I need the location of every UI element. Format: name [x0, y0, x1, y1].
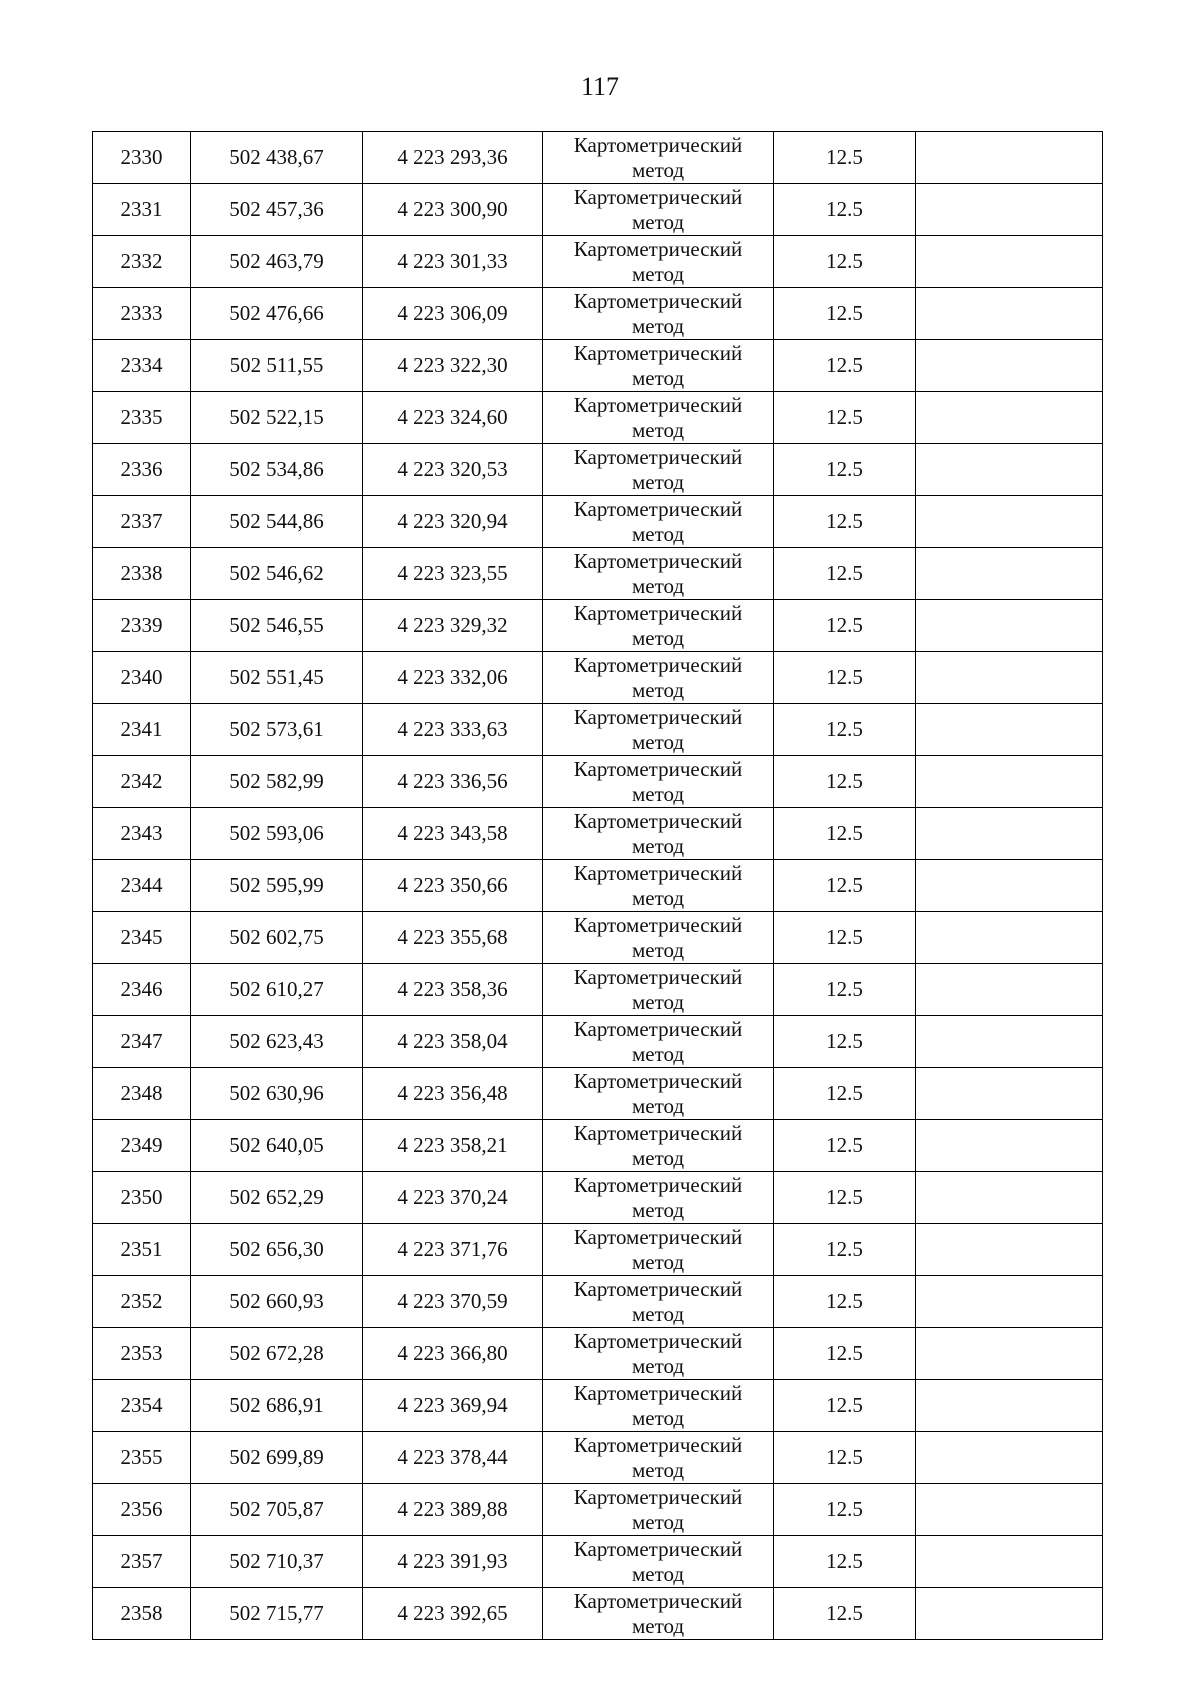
- x-coordinate-cell: 502 522,15: [191, 392, 363, 444]
- table-row: [93, 392, 1103, 444]
- method-cell: [543, 1016, 774, 1068]
- accuracy-cell: 12.5: [774, 392, 916, 444]
- accuracy-cell: 12.5: [774, 1172, 916, 1224]
- method-label-continued: метод: [631, 1041, 685, 1066]
- method-label: Картометрический: [573, 1172, 743, 1197]
- method-cell: [543, 652, 774, 704]
- method-label-continued: метод: [631, 573, 685, 598]
- x-coordinate-cell: 502 699,89: [191, 1432, 363, 1484]
- empty-cell: [916, 1484, 1103, 1536]
- method-cell: [543, 548, 774, 600]
- y-coordinate-cell: 4 223 378,44: [363, 1432, 543, 1484]
- point-number-cell: 2349: [93, 1120, 191, 1172]
- empty-cell: [916, 912, 1103, 964]
- method-cell: [543, 964, 774, 1016]
- method-label: Картометрический: [573, 1224, 743, 1249]
- method-label: Картометрический: [573, 1328, 743, 1353]
- method-cell: [543, 184, 774, 236]
- method-cell: [543, 860, 774, 912]
- x-coordinate-cell: 502 534,86: [191, 444, 363, 496]
- point-number-cell: 2337: [93, 496, 191, 548]
- x-coordinate-cell: 502 656,30: [191, 1224, 363, 1276]
- y-coordinate-cell: 4 223 355,68: [363, 912, 543, 964]
- method-label: Картометрический: [573, 600, 743, 625]
- point-number-cell: 2351: [93, 1224, 191, 1276]
- method-cell: [543, 1224, 774, 1276]
- table-row: [93, 1172, 1103, 1224]
- method-cell: [543, 1484, 774, 1536]
- y-coordinate-cell: 4 223 293,36: [363, 132, 543, 184]
- accuracy-cell: 12.5: [774, 184, 916, 236]
- method-label-continued: метод: [631, 781, 685, 806]
- accuracy-cell: 12.5: [774, 1068, 916, 1120]
- table-row: [93, 1120, 1103, 1172]
- point-number-cell: 2345: [93, 912, 191, 964]
- method-label-continued: метод: [631, 1301, 685, 1326]
- y-coordinate-cell: 4 223 300,90: [363, 184, 543, 236]
- accuracy-cell: 12.5: [774, 1276, 916, 1328]
- table-row: [93, 1328, 1103, 1380]
- accuracy-cell: 12.5: [774, 1484, 916, 1536]
- point-number-cell: 2354: [93, 1380, 191, 1432]
- x-coordinate-cell: 502 573,61: [191, 704, 363, 756]
- point-number-cell: 2356: [93, 1484, 191, 1536]
- method-label: Картометрический: [573, 548, 743, 573]
- point-number-cell: 2357: [93, 1536, 191, 1588]
- empty-cell: [916, 1016, 1103, 1068]
- point-number-cell: 2331: [93, 184, 191, 236]
- method-label: Картометрический: [573, 236, 743, 261]
- method-label-continued: метод: [631, 1145, 685, 1170]
- x-coordinate-cell: 502 623,43: [191, 1016, 363, 1068]
- accuracy-cell: 12.5: [774, 704, 916, 756]
- empty-cell: [916, 808, 1103, 860]
- method-cell: [543, 392, 774, 444]
- x-coordinate-cell: 502 686,91: [191, 1380, 363, 1432]
- method-label: Картометрический: [573, 1276, 743, 1301]
- method-label-continued: метод: [631, 469, 685, 494]
- empty-cell: [916, 600, 1103, 652]
- method-label-continued: метод: [631, 365, 685, 390]
- method-cell: [543, 1120, 774, 1172]
- x-coordinate-cell: 502 546,62: [191, 548, 363, 600]
- point-number-cell: 2346: [93, 964, 191, 1016]
- method-label-continued: метод: [631, 1197, 685, 1222]
- method-label-continued: метод: [631, 833, 685, 858]
- y-coordinate-cell: 4 223 323,55: [363, 548, 543, 600]
- x-coordinate-cell: 502 610,27: [191, 964, 363, 1016]
- accuracy-cell: 12.5: [774, 288, 916, 340]
- table-row: [93, 756, 1103, 808]
- method-label-continued: метод: [631, 313, 685, 338]
- method-label-continued: метод: [631, 729, 685, 754]
- y-coordinate-cell: 4 223 369,94: [363, 1380, 543, 1432]
- method-label-continued: метод: [631, 885, 685, 910]
- empty-cell: [916, 132, 1103, 184]
- table-row: [93, 600, 1103, 652]
- method-label: Картометрический: [573, 1432, 743, 1457]
- point-number-cell: 2348: [93, 1068, 191, 1120]
- method-label-continued: метод: [631, 157, 685, 182]
- method-label: Картометрический: [573, 1588, 743, 1613]
- method-label-continued: метод: [631, 989, 685, 1014]
- empty-cell: [916, 496, 1103, 548]
- method-cell: [543, 704, 774, 756]
- table-row: [93, 1016, 1103, 1068]
- y-coordinate-cell: 4 223 333,63: [363, 704, 543, 756]
- point-number-cell: 2344: [93, 860, 191, 912]
- method-label: Картометрический: [573, 1536, 743, 1561]
- table-row: [93, 1276, 1103, 1328]
- accuracy-cell: 12.5: [774, 756, 916, 808]
- point-number-cell: 2343: [93, 808, 191, 860]
- y-coordinate-cell: 4 223 370,24: [363, 1172, 543, 1224]
- method-cell: [543, 1068, 774, 1120]
- method-label: Картометрический: [573, 340, 743, 365]
- table-row: [93, 860, 1103, 912]
- x-coordinate-cell: 502 457,36: [191, 184, 363, 236]
- table-row: [93, 496, 1103, 548]
- point-number-cell: 2340: [93, 652, 191, 704]
- accuracy-cell: 12.5: [774, 860, 916, 912]
- empty-cell: [916, 964, 1103, 1016]
- method-label-continued: метод: [631, 1405, 685, 1430]
- method-cell: [543, 1172, 774, 1224]
- x-coordinate-cell: 502 715,77: [191, 1588, 363, 1640]
- accuracy-cell: 12.5: [774, 808, 916, 860]
- empty-cell: [916, 548, 1103, 600]
- method-label-continued: метод: [631, 261, 685, 286]
- empty-cell: [916, 1068, 1103, 1120]
- method-label: Картометрический: [573, 860, 743, 885]
- method-label-continued: метод: [631, 625, 685, 650]
- y-coordinate-cell: 4 223 332,06: [363, 652, 543, 704]
- method-label: Картометрический: [573, 1380, 743, 1405]
- x-coordinate-cell: 502 546,55: [191, 600, 363, 652]
- method-label-continued: метод: [631, 1457, 685, 1482]
- accuracy-cell: 12.5: [774, 236, 916, 288]
- y-coordinate-cell: 4 223 301,33: [363, 236, 543, 288]
- accuracy-cell: 12.5: [774, 652, 916, 704]
- empty-cell: [916, 1328, 1103, 1380]
- x-coordinate-cell: 502 551,45: [191, 652, 363, 704]
- y-coordinate-cell: 4 223 336,56: [363, 756, 543, 808]
- table-row: [93, 1588, 1103, 1640]
- empty-cell: [916, 1224, 1103, 1276]
- x-coordinate-cell: 502 582,99: [191, 756, 363, 808]
- y-coordinate-cell: 4 223 371,76: [363, 1224, 543, 1276]
- point-number-cell: 2333: [93, 288, 191, 340]
- empty-cell: [916, 288, 1103, 340]
- point-number-cell: 2338: [93, 548, 191, 600]
- method-cell: [543, 1276, 774, 1328]
- method-cell: [543, 496, 774, 548]
- x-coordinate-cell: 502 544,86: [191, 496, 363, 548]
- table-row: [93, 1068, 1103, 1120]
- x-coordinate-cell: 502 595,99: [191, 860, 363, 912]
- accuracy-cell: 12.5: [774, 1328, 916, 1380]
- method-label: Картометрический: [573, 1120, 743, 1145]
- method-label: Картометрический: [573, 392, 743, 417]
- point-number-cell: 2336: [93, 444, 191, 496]
- table-row: [93, 1536, 1103, 1588]
- point-number-cell: 2347: [93, 1016, 191, 1068]
- accuracy-cell: 12.5: [774, 1120, 916, 1172]
- accuracy-cell: 12.5: [774, 1536, 916, 1588]
- accuracy-cell: 12.5: [774, 1224, 916, 1276]
- method-label-continued: метод: [631, 1249, 685, 1274]
- x-coordinate-cell: 502 476,66: [191, 288, 363, 340]
- method-label: Картометрический: [573, 756, 743, 781]
- empty-cell: [916, 860, 1103, 912]
- point-number-cell: 2342: [93, 756, 191, 808]
- method-label: Картометрический: [573, 704, 743, 729]
- accuracy-cell: 12.5: [774, 1432, 916, 1484]
- method-cell: [543, 444, 774, 496]
- accuracy-cell: 12.5: [774, 340, 916, 392]
- x-coordinate-cell: 502 660,93: [191, 1276, 363, 1328]
- method-label: Картометрический: [573, 1016, 743, 1041]
- table-row: [93, 652, 1103, 704]
- point-number-cell: 2332: [93, 236, 191, 288]
- x-coordinate-cell: 502 511,55: [191, 340, 363, 392]
- method-label-continued: метод: [631, 417, 685, 442]
- empty-cell: [916, 392, 1103, 444]
- method-label: Картометрический: [573, 912, 743, 937]
- table-row: [93, 444, 1103, 496]
- accuracy-cell: 12.5: [774, 600, 916, 652]
- table-row: [93, 132, 1103, 184]
- method-label: Картометрический: [573, 964, 743, 989]
- empty-cell: [916, 444, 1103, 496]
- method-label: Картометрический: [573, 184, 743, 209]
- empty-cell: [916, 1172, 1103, 1224]
- method-cell: [543, 912, 774, 964]
- point-number-cell: 2335: [93, 392, 191, 444]
- x-coordinate-cell: 502 593,06: [191, 808, 363, 860]
- method-cell: [543, 1588, 774, 1640]
- x-coordinate-cell: 502 463,79: [191, 236, 363, 288]
- method-cell: [543, 756, 774, 808]
- x-coordinate-cell: 502 652,29: [191, 1172, 363, 1224]
- y-coordinate-cell: 4 223 320,53: [363, 444, 543, 496]
- table-row: [93, 548, 1103, 600]
- table-row: [93, 964, 1103, 1016]
- method-label: Картометрический: [573, 808, 743, 833]
- table-row: [93, 912, 1103, 964]
- table-row: [93, 184, 1103, 236]
- x-coordinate-cell: 502 672,28: [191, 1328, 363, 1380]
- accuracy-cell: 12.5: [774, 496, 916, 548]
- method-label: Картометрический: [573, 1068, 743, 1093]
- table-row: [93, 704, 1103, 756]
- method-cell: [543, 600, 774, 652]
- method-label: Картометрический: [573, 132, 743, 157]
- empty-cell: [916, 236, 1103, 288]
- accuracy-cell: 12.5: [774, 444, 916, 496]
- coordinates-table: [92, 131, 1103, 1640]
- table-row: [93, 1484, 1103, 1536]
- method-label: Картометрический: [573, 288, 743, 313]
- page-number: 117: [580, 72, 620, 101]
- y-coordinate-cell: 4 223 356,48: [363, 1068, 543, 1120]
- point-number-cell: 2355: [93, 1432, 191, 1484]
- empty-cell: [916, 1588, 1103, 1640]
- point-number-cell: 2358: [93, 1588, 191, 1640]
- method-cell: [543, 340, 774, 392]
- table-row: [93, 236, 1103, 288]
- y-coordinate-cell: 4 223 358,04: [363, 1016, 543, 1068]
- point-number-cell: 2352: [93, 1276, 191, 1328]
- y-coordinate-cell: 4 223 392,65: [363, 1588, 543, 1640]
- y-coordinate-cell: 4 223 320,94: [363, 496, 543, 548]
- coordinates-table-body: [93, 132, 1103, 1640]
- accuracy-cell: 12.5: [774, 912, 916, 964]
- table-row: [93, 340, 1103, 392]
- method-label-continued: метод: [631, 1509, 685, 1534]
- empty-cell: [916, 1380, 1103, 1432]
- empty-cell: [916, 756, 1103, 808]
- method-label-continued: метод: [631, 1093, 685, 1118]
- accuracy-cell: 12.5: [774, 1380, 916, 1432]
- method-label-continued: метод: [631, 1353, 685, 1378]
- point-number-cell: 2341: [93, 704, 191, 756]
- x-coordinate-cell: 502 640,05: [191, 1120, 363, 1172]
- table-row: [93, 1432, 1103, 1484]
- accuracy-cell: 12.5: [774, 548, 916, 600]
- empty-cell: [916, 1276, 1103, 1328]
- point-number-cell: 2339: [93, 600, 191, 652]
- table-row: [93, 1224, 1103, 1276]
- accuracy-cell: 12.5: [774, 132, 916, 184]
- accuracy-cell: 12.5: [774, 1016, 916, 1068]
- point-number-cell: 2353: [93, 1328, 191, 1380]
- y-coordinate-cell: 4 223 358,21: [363, 1120, 543, 1172]
- empty-cell: [916, 1120, 1103, 1172]
- method-label: Картометрический: [573, 496, 743, 521]
- table-row: [93, 288, 1103, 340]
- y-coordinate-cell: 4 223 322,30: [363, 340, 543, 392]
- y-coordinate-cell: 4 223 306,09: [363, 288, 543, 340]
- method-cell: [543, 236, 774, 288]
- method-label-continued: метод: [631, 521, 685, 546]
- y-coordinate-cell: 4 223 358,36: [363, 964, 543, 1016]
- empty-cell: [916, 1536, 1103, 1588]
- x-coordinate-cell: 502 602,75: [191, 912, 363, 964]
- method-cell: [543, 808, 774, 860]
- y-coordinate-cell: 4 223 370,59: [363, 1276, 543, 1328]
- point-number-cell: 2334: [93, 340, 191, 392]
- method-label: Картометрический: [573, 652, 743, 677]
- y-coordinate-cell: 4 223 366,80: [363, 1328, 543, 1380]
- method-cell: [543, 1536, 774, 1588]
- empty-cell: [916, 184, 1103, 236]
- y-coordinate-cell: 4 223 389,88: [363, 1484, 543, 1536]
- y-coordinate-cell: 4 223 329,32: [363, 600, 543, 652]
- x-coordinate-cell: 502 710,37: [191, 1536, 363, 1588]
- method-label-continued: метод: [631, 937, 685, 962]
- table-row: [93, 808, 1103, 860]
- point-number-cell: 2330: [93, 132, 191, 184]
- method-label-continued: метод: [631, 677, 685, 702]
- x-coordinate-cell: 502 438,67: [191, 132, 363, 184]
- y-coordinate-cell: 4 223 391,93: [363, 1536, 543, 1588]
- accuracy-cell: 12.5: [774, 964, 916, 1016]
- empty-cell: [916, 340, 1103, 392]
- method-cell: [543, 1380, 774, 1432]
- empty-cell: [916, 1432, 1103, 1484]
- y-coordinate-cell: 4 223 324,60: [363, 392, 543, 444]
- method-label-continued: метод: [631, 1561, 685, 1586]
- method-label-continued: метод: [631, 209, 685, 234]
- method-cell: [543, 1328, 774, 1380]
- y-coordinate-cell: 4 223 350,66: [363, 860, 543, 912]
- table-row: [93, 1380, 1103, 1432]
- method-label-continued: метод: [631, 1613, 685, 1638]
- empty-cell: [916, 704, 1103, 756]
- method-cell: [543, 288, 774, 340]
- method-label: Картометрический: [573, 1484, 743, 1509]
- point-number-cell: 2350: [93, 1172, 191, 1224]
- x-coordinate-cell: 502 630,96: [191, 1068, 363, 1120]
- method-label: Картометрический: [573, 444, 743, 469]
- empty-cell: [916, 652, 1103, 704]
- x-coordinate-cell: 502 705,87: [191, 1484, 363, 1536]
- y-coordinate-cell: 4 223 343,58: [363, 808, 543, 860]
- method-cell: [543, 1432, 774, 1484]
- accuracy-cell: 12.5: [774, 1588, 916, 1640]
- method-cell: [543, 132, 774, 184]
